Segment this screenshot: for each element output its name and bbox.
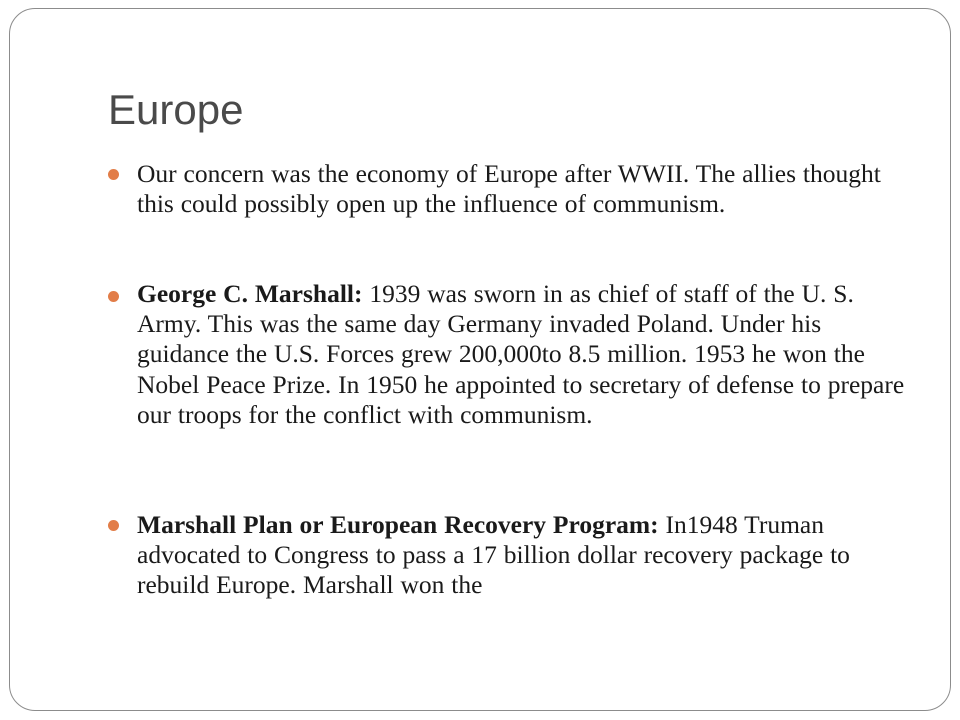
bullet-dot-icon (108, 169, 119, 180)
bullet-body: In1948 Truman advocated to Congress to pass a 17 billion dollar recovery package to rebuild Europe. Marshall won the (137, 510, 850, 600)
bullet-term: Marshall Plan or European Recovery Program: (137, 510, 659, 539)
slide-title: Europe (108, 86, 244, 133)
bullet-dot-icon (108, 291, 119, 302)
bullet-text (137, 279, 907, 430)
bullet-body: Our concern was the economy of Europe after WWII. The allies thought this could possibly open up the influence of communism. (137, 159, 881, 219)
bullet-body: 1939 was sworn in as chief of staff of the U. S. Army. This was the same day Germany invaded Poland. Under his guidance the U.S. Forces grew 200,000to 8.5 million. 1953 he won the Nobel Peace Prize. In 1950 he appointed to secretary of defense to prepare our troops for the conflict with communism. (137, 279, 905, 429)
bullet-dot-icon (108, 520, 119, 531)
bullet-term: George C. Marshall: (137, 279, 363, 308)
bullet-text (137, 510, 907, 601)
bullet-text (137, 159, 907, 219)
